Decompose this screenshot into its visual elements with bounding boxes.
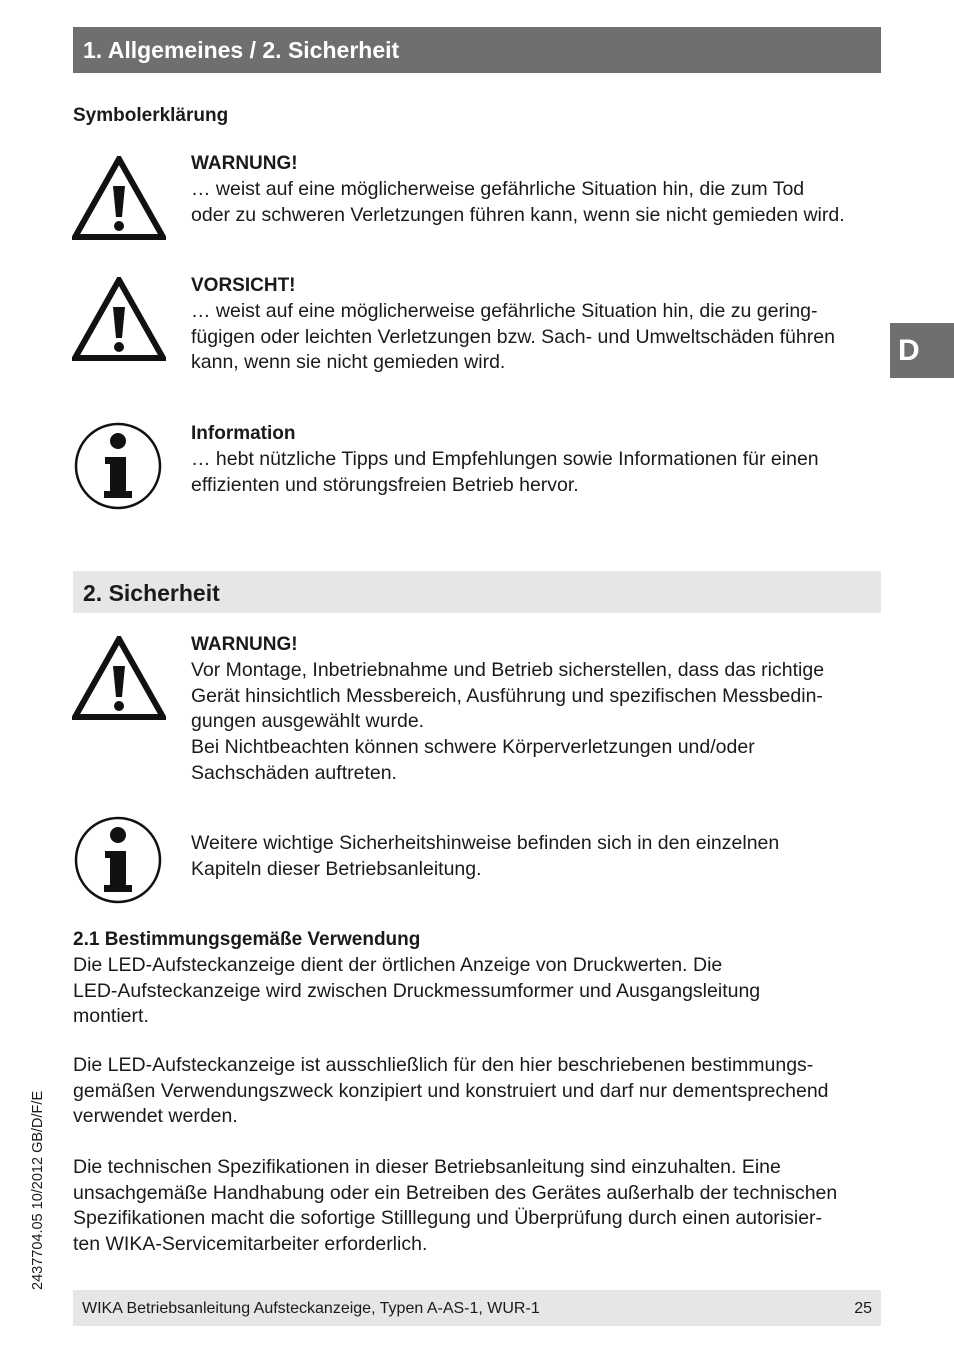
intended-use-heading: 2.1 Bestimmungsgemäße Verwendung: [73, 929, 421, 950]
caution-line: fügigen oder leichten Verletzungen bzw. Sach- und Umweltschäden führen: [191, 325, 835, 348]
section-header-safety: 2. Sicherheit: [73, 571, 881, 613]
caution-symbol-block: [191, 273, 881, 376]
caution-line: … weist auf eine möglicherweise gefährliche Situation hin, die zu gering-: [191, 300, 818, 322]
safety-warning-line: Sachschäden auftreten.: [191, 761, 397, 784]
language-tab: D: [890, 323, 954, 378]
intended-use-section: [73, 927, 888, 1030]
intended-use-p3-line: Die technischen Spezifikationen in dieser Betriebsanleitung sind einzuhalten. Eine: [73, 1156, 781, 1178]
safety-info-line: Weitere wichtige Sicherheitshinweise befinden sich in den einzelnen: [191, 832, 780, 854]
intended-use-p3-line: Spezifikationen macht die sofortige Stilllegung und Überprüfung durch einen autorisier-: [73, 1207, 823, 1230]
intended-use-p1-line: montiert.: [73, 1005, 149, 1028]
footer-text: WIKA Betriebsanleitung Aufsteckanzeige, Typen A-AS-1, WUR-1: [82, 1300, 540, 1317]
information-icon: [72, 815, 164, 905]
intended-use-paragraph-3: [73, 1155, 888, 1258]
information-line: … hebt nützliche Tipps und Empfehlungen sowie Informationen für einen: [191, 448, 819, 470]
safety-warning-line: Gerät hinsichtlich Messbereich, Ausführung und spezifischen Messbedin-: [191, 684, 823, 707]
safety-warning-line: Vor Montage, Inbetriebnahme und Betrieb sicherstellen, dass das richtige: [191, 659, 825, 681]
information-icon: [72, 421, 164, 511]
safety-warning-heading: WARNUNG!: [191, 634, 298, 655]
safety-info-block: [191, 831, 881, 882]
intended-use-p3-line: ten WIKA-Servicemitarbeiter erforderlich.: [73, 1233, 428, 1256]
caution-heading: VORSICHT!: [191, 275, 296, 296]
section-header-general-safety: 1. Allgemeines / 2. Sicherheit: [73, 27, 881, 73]
page-footer: [73, 1290, 881, 1326]
intended-use-p1-line: Die LED-Aufsteckanzeige dient der örtlichen Anzeige von Druckwerten. Die: [73, 954, 723, 976]
intended-use-p1-line: LED-Aufsteckanzeige wird zwischen Druckmessumformer und Ausgangsleitung: [73, 979, 761, 1002]
safety-warning-line: Bei Nichtbeachten können schwere Körperverletzungen und/oder: [191, 736, 755, 759]
symbol-explanation-title: Symbolerklärung: [73, 105, 229, 126]
intended-use-p3-line: unsachgemäße Handhabung oder ein Betreiben des Gerätes außerhalb der technischen: [73, 1181, 838, 1204]
intended-use-paragraph-2: [73, 1053, 888, 1130]
warning-triangle-icon: [72, 636, 166, 720]
safety-info-line: Kapiteln dieser Betriebsanleitung.: [191, 857, 482, 880]
warning-symbol-block: [191, 151, 881, 228]
safety-warning-line: gungen ausgewählt wurde.: [191, 710, 425, 733]
page-number: 25: [854, 1300, 872, 1317]
intended-use-p2-line: gemäßen Verwendungszweck konzipiert und konstruiert und darf nur dementsprechend: [73, 1079, 829, 1102]
warning-heading: WARNUNG!: [191, 153, 298, 174]
caution-line: kann, wenn sie nicht gemieden wird.: [191, 351, 506, 374]
information-heading: Information: [191, 423, 296, 444]
caution-triangle-icon: [72, 277, 166, 361]
information-line: effizienten und störungsfreien Betrieb hervor.: [191, 473, 579, 496]
warning-triangle-icon: [72, 156, 166, 240]
warning-line: oder zu schweren Verletzungen führen kann, wenn sie nicht gemieden wird.: [191, 203, 845, 226]
information-symbol-block: [191, 421, 881, 498]
intended-use-p2-line: verwendet werden.: [73, 1105, 238, 1128]
safety-warning-block: [191, 632, 881, 787]
warning-line: … weist auf eine möglicherweise gefährliche Situation hin, die zum Tod: [191, 178, 805, 200]
intended-use-p2-line: Die LED-Aufsteckanzeige ist ausschließlich für den hier beschriebenen bestimmungs-: [73, 1054, 814, 1076]
document-number: 2437704.05 10/2012 GB/D/F/E: [30, 1090, 46, 1290]
